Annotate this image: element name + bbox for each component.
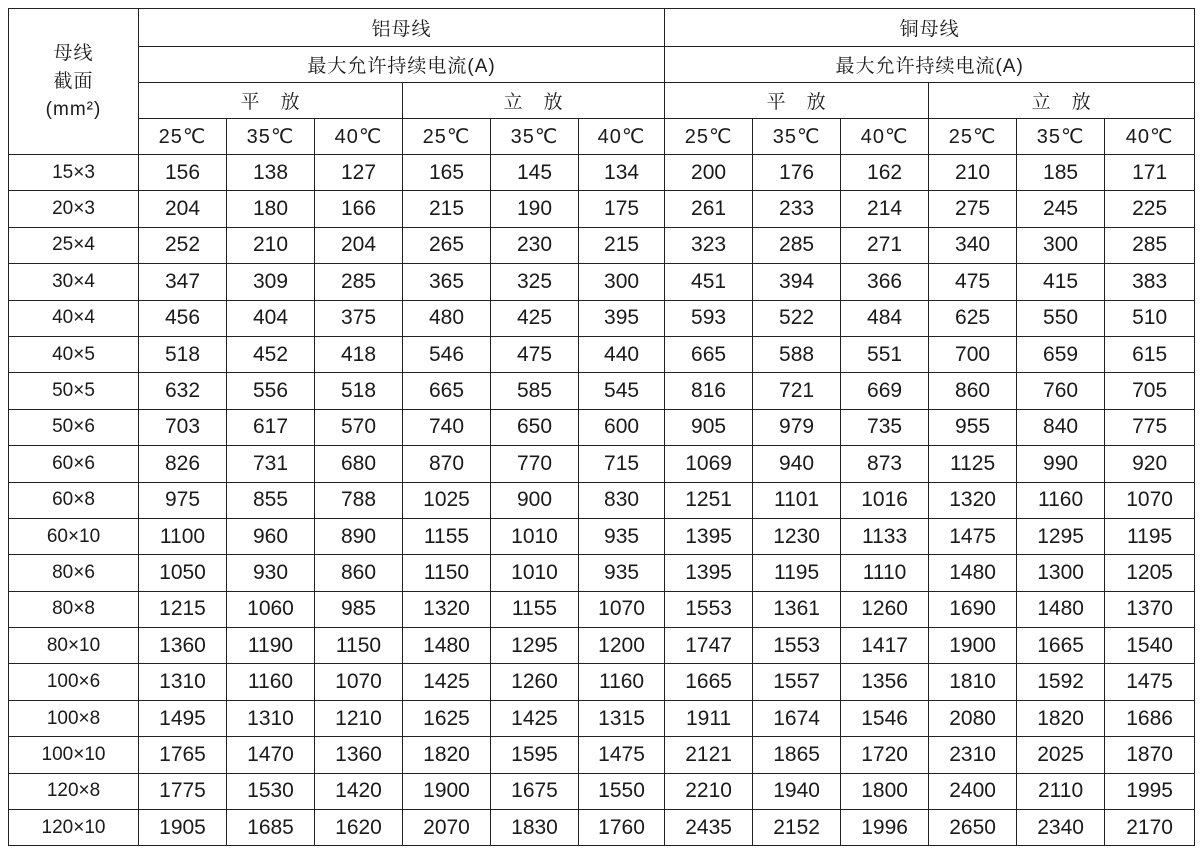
current-value-cell: 285 (1105, 227, 1195, 263)
current-value-cell: 522 (753, 300, 841, 336)
current-value-cell: 1260 (841, 591, 929, 627)
busbar-size-cell: 80×10 (9, 628, 139, 664)
current-value-cell: 731 (227, 446, 315, 482)
table-row (9, 446, 1195, 482)
current-value-cell: 138 (227, 155, 315, 191)
table-body (9, 155, 1195, 846)
current-value-cell: 1160 (579, 664, 665, 700)
current-value-cell: 452 (227, 336, 315, 372)
current-value-cell: 1625 (403, 700, 491, 736)
current-value-cell: 365 (403, 264, 491, 300)
current-value-cell: 1230 (753, 518, 841, 554)
current-value-cell: 705 (1105, 373, 1195, 409)
temperature-header: 25℃ (403, 119, 491, 155)
current-value-cell: 1190 (227, 628, 315, 664)
current-value-cell: 715 (579, 446, 665, 482)
current-value-cell: 265 (403, 227, 491, 263)
current-value-cell: 1995 (1105, 773, 1195, 809)
current-value-cell: 1251 (665, 482, 753, 518)
current-value-cell: 1686 (1105, 700, 1195, 736)
current-value-cell: 1125 (929, 446, 1017, 482)
current-value-cell: 669 (841, 373, 929, 409)
current-value-cell: 826 (139, 446, 227, 482)
current-value-cell: 935 (579, 555, 665, 591)
current-value-cell: 588 (753, 336, 841, 372)
current-value-cell: 2170 (1105, 810, 1195, 846)
current-value-cell: 1900 (403, 773, 491, 809)
current-value-cell: 175 (579, 191, 665, 227)
current-value-cell: 480 (403, 300, 491, 336)
current-value-cell: 300 (1017, 227, 1105, 263)
current-value-cell: 1810 (929, 664, 1017, 700)
current-value-cell: 484 (841, 300, 929, 336)
current-value-cell: 2025 (1017, 737, 1105, 773)
current-value-cell: 145 (491, 155, 579, 191)
corner-header-line1: 母线 (53, 42, 94, 64)
current-value-cell: 593 (665, 300, 753, 336)
current-value-cell: 1361 (753, 591, 841, 627)
current-value-cell: 1940 (753, 773, 841, 809)
current-value-cell: 985 (315, 591, 403, 627)
group-header-copper: 铜母线 (665, 9, 1195, 47)
current-value-cell: 425 (491, 300, 579, 336)
temperature-header: 40℃ (1105, 119, 1195, 155)
table-row (9, 700, 1195, 736)
current-value-cell: 347 (139, 264, 227, 300)
current-value-cell: 2310 (929, 737, 1017, 773)
current-value-cell: 2435 (665, 810, 753, 846)
current-value-cell: 1205 (1105, 555, 1195, 591)
current-value-cell: 2070 (403, 810, 491, 846)
busbar-size-cell: 80×8 (9, 591, 139, 627)
current-value-cell: 1820 (403, 737, 491, 773)
current-value-cell: 955 (929, 409, 1017, 445)
current-value-cell: 960 (227, 518, 315, 554)
current-value-cell: 456 (139, 300, 227, 336)
current-value-cell: 1475 (929, 518, 1017, 554)
current-value-cell: 1553 (753, 628, 841, 664)
temperature-header-row (9, 119, 1195, 155)
table-row (9, 737, 1195, 773)
current-value-cell: 760 (1017, 373, 1105, 409)
current-value-cell: 550 (1017, 300, 1105, 336)
current-value-cell: 210 (929, 155, 1017, 191)
current-value-cell: 1530 (227, 773, 315, 809)
busbar-size-cell: 100×6 (9, 664, 139, 700)
current-value-cell: 1395 (665, 518, 753, 554)
current-value-cell: 165 (403, 155, 491, 191)
current-value-cell: 1356 (841, 664, 929, 700)
current-value-cell: 200 (665, 155, 753, 191)
subheader-aluminum-current: 最大允许持续电流(A) (139, 47, 665, 83)
current-value-cell: 1900 (929, 628, 1017, 664)
current-value-cell: 735 (841, 409, 929, 445)
current-value-cell: 860 (929, 373, 1017, 409)
temperature-header: 35℃ (1017, 119, 1105, 155)
current-value-cell: 271 (841, 227, 929, 263)
table-row (9, 773, 1195, 809)
copper-upright-header: 立 放 (929, 83, 1195, 119)
current-value-cell: 1775 (139, 773, 227, 809)
current-value-cell: 1760 (579, 810, 665, 846)
current-value-cell: 1016 (841, 482, 929, 518)
current-value-cell: 890 (315, 518, 403, 554)
current-value-cell: 1320 (403, 591, 491, 627)
corner-header-cell (9, 9, 139, 155)
table-row (9, 227, 1195, 263)
current-value-cell: 625 (929, 300, 1017, 336)
current-value-cell: 788 (315, 482, 403, 518)
current-value-cell: 518 (139, 336, 227, 372)
current-value-cell: 1155 (491, 591, 579, 627)
group-header-aluminum: 铝母线 (139, 9, 665, 47)
busbar-size-cell: 30×4 (9, 264, 139, 300)
current-value-cell: 975 (139, 482, 227, 518)
current-value-cell: 1665 (665, 664, 753, 700)
current-value-cell: 1360 (315, 737, 403, 773)
current-value-cell: 1475 (579, 737, 665, 773)
current-value-cell: 176 (753, 155, 841, 191)
current-value-cell: 225 (1105, 191, 1195, 227)
current-value-cell: 1820 (1017, 700, 1105, 736)
current-value-cell: 1320 (929, 482, 1017, 518)
current-value-cell: 1747 (665, 628, 753, 664)
current-value-cell: 979 (753, 409, 841, 445)
temperature-header: 25℃ (665, 119, 753, 155)
current-value-cell: 475 (929, 264, 1017, 300)
temperature-header: 35℃ (753, 119, 841, 155)
busbar-size-cell: 25×4 (9, 227, 139, 263)
table-row (9, 300, 1195, 336)
current-value-cell: 215 (579, 227, 665, 263)
current-value-cell: 1765 (139, 737, 227, 773)
current-value-cell: 210 (227, 227, 315, 263)
busbar-size-cell: 100×8 (9, 700, 139, 736)
current-value-cell: 1310 (227, 700, 315, 736)
current-value-cell: 1870 (1105, 737, 1195, 773)
current-value-cell: 415 (1017, 264, 1105, 300)
current-value-cell: 665 (403, 373, 491, 409)
current-value-cell: 127 (315, 155, 403, 191)
current-value-cell: 860 (315, 555, 403, 591)
current-value-cell: 166 (315, 191, 403, 227)
busbar-size-cell: 120×10 (9, 810, 139, 846)
current-value-cell: 285 (315, 264, 403, 300)
current-value-cell: 1470 (227, 737, 315, 773)
temperature-header: 35℃ (227, 119, 315, 155)
table-row (9, 664, 1195, 700)
busbar-size-cell: 40×5 (9, 336, 139, 372)
current-value-cell: 1620 (315, 810, 403, 846)
busbar-current-table (8, 8, 1195, 846)
current-value-cell: 2650 (929, 810, 1017, 846)
current-value-cell: 1310 (139, 664, 227, 700)
current-value-cell: 570 (315, 409, 403, 445)
current-value-cell: 1133 (841, 518, 929, 554)
busbar-size-cell: 20×3 (9, 191, 139, 227)
current-value-cell: 1110 (841, 555, 929, 591)
current-value-cell: 510 (1105, 300, 1195, 336)
current-value-cell: 1674 (753, 700, 841, 736)
current-value-cell: 830 (579, 482, 665, 518)
current-value-cell: 920 (1105, 446, 1195, 482)
current-value-cell: 1480 (403, 628, 491, 664)
current-value-cell: 1690 (929, 591, 1017, 627)
current-value-cell: 1195 (753, 555, 841, 591)
current-value-cell: 1150 (315, 628, 403, 664)
current-value-cell: 1905 (139, 810, 227, 846)
current-value-cell: 900 (491, 482, 579, 518)
current-value-cell: 1360 (139, 628, 227, 664)
table-row (9, 628, 1195, 664)
current-value-cell: 1720 (841, 737, 929, 773)
current-value-cell: 233 (753, 191, 841, 227)
current-value-cell: 1100 (139, 518, 227, 554)
table-row (9, 264, 1195, 300)
current-value-cell: 1911 (665, 700, 753, 736)
current-value-cell: 1160 (227, 664, 315, 700)
current-value-cell: 1425 (491, 700, 579, 736)
current-value-cell: 546 (403, 336, 491, 372)
current-value-cell: 275 (929, 191, 1017, 227)
current-value-cell: 1665 (1017, 628, 1105, 664)
current-value-cell: 285 (753, 227, 841, 263)
current-value-cell: 721 (753, 373, 841, 409)
busbar-size-cell: 60×10 (9, 518, 139, 554)
current-value-cell: 2080 (929, 700, 1017, 736)
current-value-cell: 518 (315, 373, 403, 409)
table-row (9, 555, 1195, 591)
current-value-cell: 1160 (1017, 482, 1105, 518)
current-value-cell: 1370 (1105, 591, 1195, 627)
table-row (9, 373, 1195, 409)
current-value-cell: 375 (315, 300, 403, 336)
current-value-cell: 930 (227, 555, 315, 591)
subheader-copper-current: 最大允许持续电流(A) (665, 47, 1195, 83)
current-value-cell: 171 (1105, 155, 1195, 191)
current-value-cell: 1215 (139, 591, 227, 627)
current-value-cell: 1025 (403, 482, 491, 518)
current-value-cell: 855 (227, 482, 315, 518)
current-value-cell: 1800 (841, 773, 929, 809)
table-row (9, 810, 1195, 846)
current-value-cell: 1010 (491, 555, 579, 591)
current-value-cell: 1540 (1105, 628, 1195, 664)
current-value-cell: 770 (491, 446, 579, 482)
current-value-cell: 1070 (1105, 482, 1195, 518)
current-value-cell: 162 (841, 155, 929, 191)
current-value-cell: 1550 (579, 773, 665, 809)
current-value-cell: 615 (1105, 336, 1195, 372)
current-value-cell: 617 (227, 409, 315, 445)
current-value-cell: 740 (403, 409, 491, 445)
current-value-cell: 475 (491, 336, 579, 372)
current-value-cell: 230 (491, 227, 579, 263)
current-value-cell: 940 (753, 446, 841, 482)
current-value-cell: 990 (1017, 446, 1105, 482)
current-value-cell: 1553 (665, 591, 753, 627)
current-value-cell: 204 (139, 191, 227, 227)
current-value-cell: 1295 (491, 628, 579, 664)
current-value-cell: 340 (929, 227, 1017, 263)
current-value-cell: 214 (841, 191, 929, 227)
copper-flat-header: 平 放 (665, 83, 929, 119)
current-value-cell: 1315 (579, 700, 665, 736)
current-value-cell: 873 (841, 446, 929, 482)
current-value-cell: 404 (227, 300, 315, 336)
busbar-size-cell: 40×4 (9, 300, 139, 336)
current-value-cell: 440 (579, 336, 665, 372)
current-value-cell: 2121 (665, 737, 753, 773)
current-value-cell: 1155 (403, 518, 491, 554)
current-value-cell: 309 (227, 264, 315, 300)
current-value-cell: 665 (665, 336, 753, 372)
busbar-size-cell: 120×8 (9, 773, 139, 809)
current-value-cell: 556 (227, 373, 315, 409)
busbar-size-cell: 60×6 (9, 446, 139, 482)
current-value-cell: 300 (579, 264, 665, 300)
temperature-header: 25℃ (139, 119, 227, 155)
busbar-size-cell: 15×3 (9, 155, 139, 191)
current-value-cell: 1200 (579, 628, 665, 664)
current-value-cell: 545 (579, 373, 665, 409)
current-value-cell: 632 (139, 373, 227, 409)
current-value-cell: 1557 (753, 664, 841, 700)
temperature-header: 40℃ (315, 119, 403, 155)
current-value-cell: 1150 (403, 555, 491, 591)
current-value-cell: 2152 (753, 810, 841, 846)
current-value-cell: 394 (753, 264, 841, 300)
current-value-cell: 775 (1105, 409, 1195, 445)
current-value-cell: 816 (665, 373, 753, 409)
table-row (9, 518, 1195, 554)
current-value-cell: 1475 (1105, 664, 1195, 700)
current-value-cell: 659 (1017, 336, 1105, 372)
current-value-cell: 1101 (753, 482, 841, 518)
table-row (9, 155, 1195, 191)
aluminum-upright-header: 立 放 (403, 83, 665, 119)
current-value-cell: 383 (1105, 264, 1195, 300)
current-value-cell: 1195 (1105, 518, 1195, 554)
current-value-cell: 323 (665, 227, 753, 263)
current-value-cell: 1595 (491, 737, 579, 773)
current-value-cell: 1070 (315, 664, 403, 700)
temperature-header: 40℃ (579, 119, 665, 155)
table-row (9, 591, 1195, 627)
current-value-cell: 1546 (841, 700, 929, 736)
temperature-header: 25℃ (929, 119, 1017, 155)
current-value-cell: 204 (315, 227, 403, 263)
current-value-cell: 2400 (929, 773, 1017, 809)
current-value-cell: 2110 (1017, 773, 1105, 809)
current-value-cell: 1675 (491, 773, 579, 809)
current-value-cell: 1480 (929, 555, 1017, 591)
current-value-cell: 252 (139, 227, 227, 263)
current-value-cell: 2340 (1017, 810, 1105, 846)
current-value-cell: 1260 (491, 664, 579, 700)
current-value-cell: 700 (929, 336, 1017, 372)
current-value-cell: 650 (491, 409, 579, 445)
current-value-cell: 1210 (315, 700, 403, 736)
current-value-cell: 215 (403, 191, 491, 227)
temperature-header: 35℃ (491, 119, 579, 155)
current-value-cell: 325 (491, 264, 579, 300)
current-value-cell: 1420 (315, 773, 403, 809)
table-row (9, 482, 1195, 518)
table-row (9, 409, 1195, 445)
current-value-cell: 366 (841, 264, 929, 300)
corner-header-line3: (mm²) (45, 98, 102, 120)
busbar-size-cell: 60×8 (9, 482, 139, 518)
current-value-cell: 1425 (403, 664, 491, 700)
current-value-cell: 1395 (665, 555, 753, 591)
current-value-cell: 1295 (1017, 518, 1105, 554)
current-value-cell: 1685 (227, 810, 315, 846)
busbar-size-cell: 50×5 (9, 373, 139, 409)
current-value-cell: 1069 (665, 446, 753, 482)
current-value-cell: 1417 (841, 628, 929, 664)
temperature-header: 40℃ (841, 119, 929, 155)
current-value-cell: 190 (491, 191, 579, 227)
current-value-cell: 1010 (491, 518, 579, 554)
current-value-cell: 2210 (665, 773, 753, 809)
current-value-cell: 1050 (139, 555, 227, 591)
current-value-cell: 134 (579, 155, 665, 191)
current-value-cell: 395 (579, 300, 665, 336)
corner-header-line2: 截面 (53, 70, 94, 92)
current-value-cell: 1865 (753, 737, 841, 773)
busbar-size-cell: 100×10 (9, 737, 139, 773)
current-value-cell: 600 (579, 409, 665, 445)
current-value-cell: 1592 (1017, 664, 1105, 700)
current-value-cell: 703 (139, 409, 227, 445)
current-value-cell: 680 (315, 446, 403, 482)
current-value-cell: 156 (139, 155, 227, 191)
current-value-cell: 1070 (579, 591, 665, 627)
current-value-cell: 935 (579, 518, 665, 554)
current-value-cell: 451 (665, 264, 753, 300)
current-value-cell: 585 (491, 373, 579, 409)
current-value-cell: 185 (1017, 155, 1105, 191)
busbar-size-cell: 50×6 (9, 409, 139, 445)
table-row (9, 191, 1195, 227)
current-value-cell: 261 (665, 191, 753, 227)
current-value-cell: 1495 (139, 700, 227, 736)
current-value-cell: 1060 (227, 591, 315, 627)
current-value-cell: 245 (1017, 191, 1105, 227)
current-value-cell: 551 (841, 336, 929, 372)
current-value-cell: 905 (665, 409, 753, 445)
current-value-cell: 870 (403, 446, 491, 482)
current-value-cell: 1480 (1017, 591, 1105, 627)
current-value-cell: 418 (315, 336, 403, 372)
table-row (9, 336, 1195, 372)
busbar-size-cell: 80×6 (9, 555, 139, 591)
current-value-cell: 180 (227, 191, 315, 227)
current-value-cell: 1996 (841, 810, 929, 846)
aluminum-flat-header: 平 放 (139, 83, 403, 119)
current-value-cell: 1830 (491, 810, 579, 846)
current-value-cell: 840 (1017, 409, 1105, 445)
current-value-cell: 1300 (1017, 555, 1105, 591)
